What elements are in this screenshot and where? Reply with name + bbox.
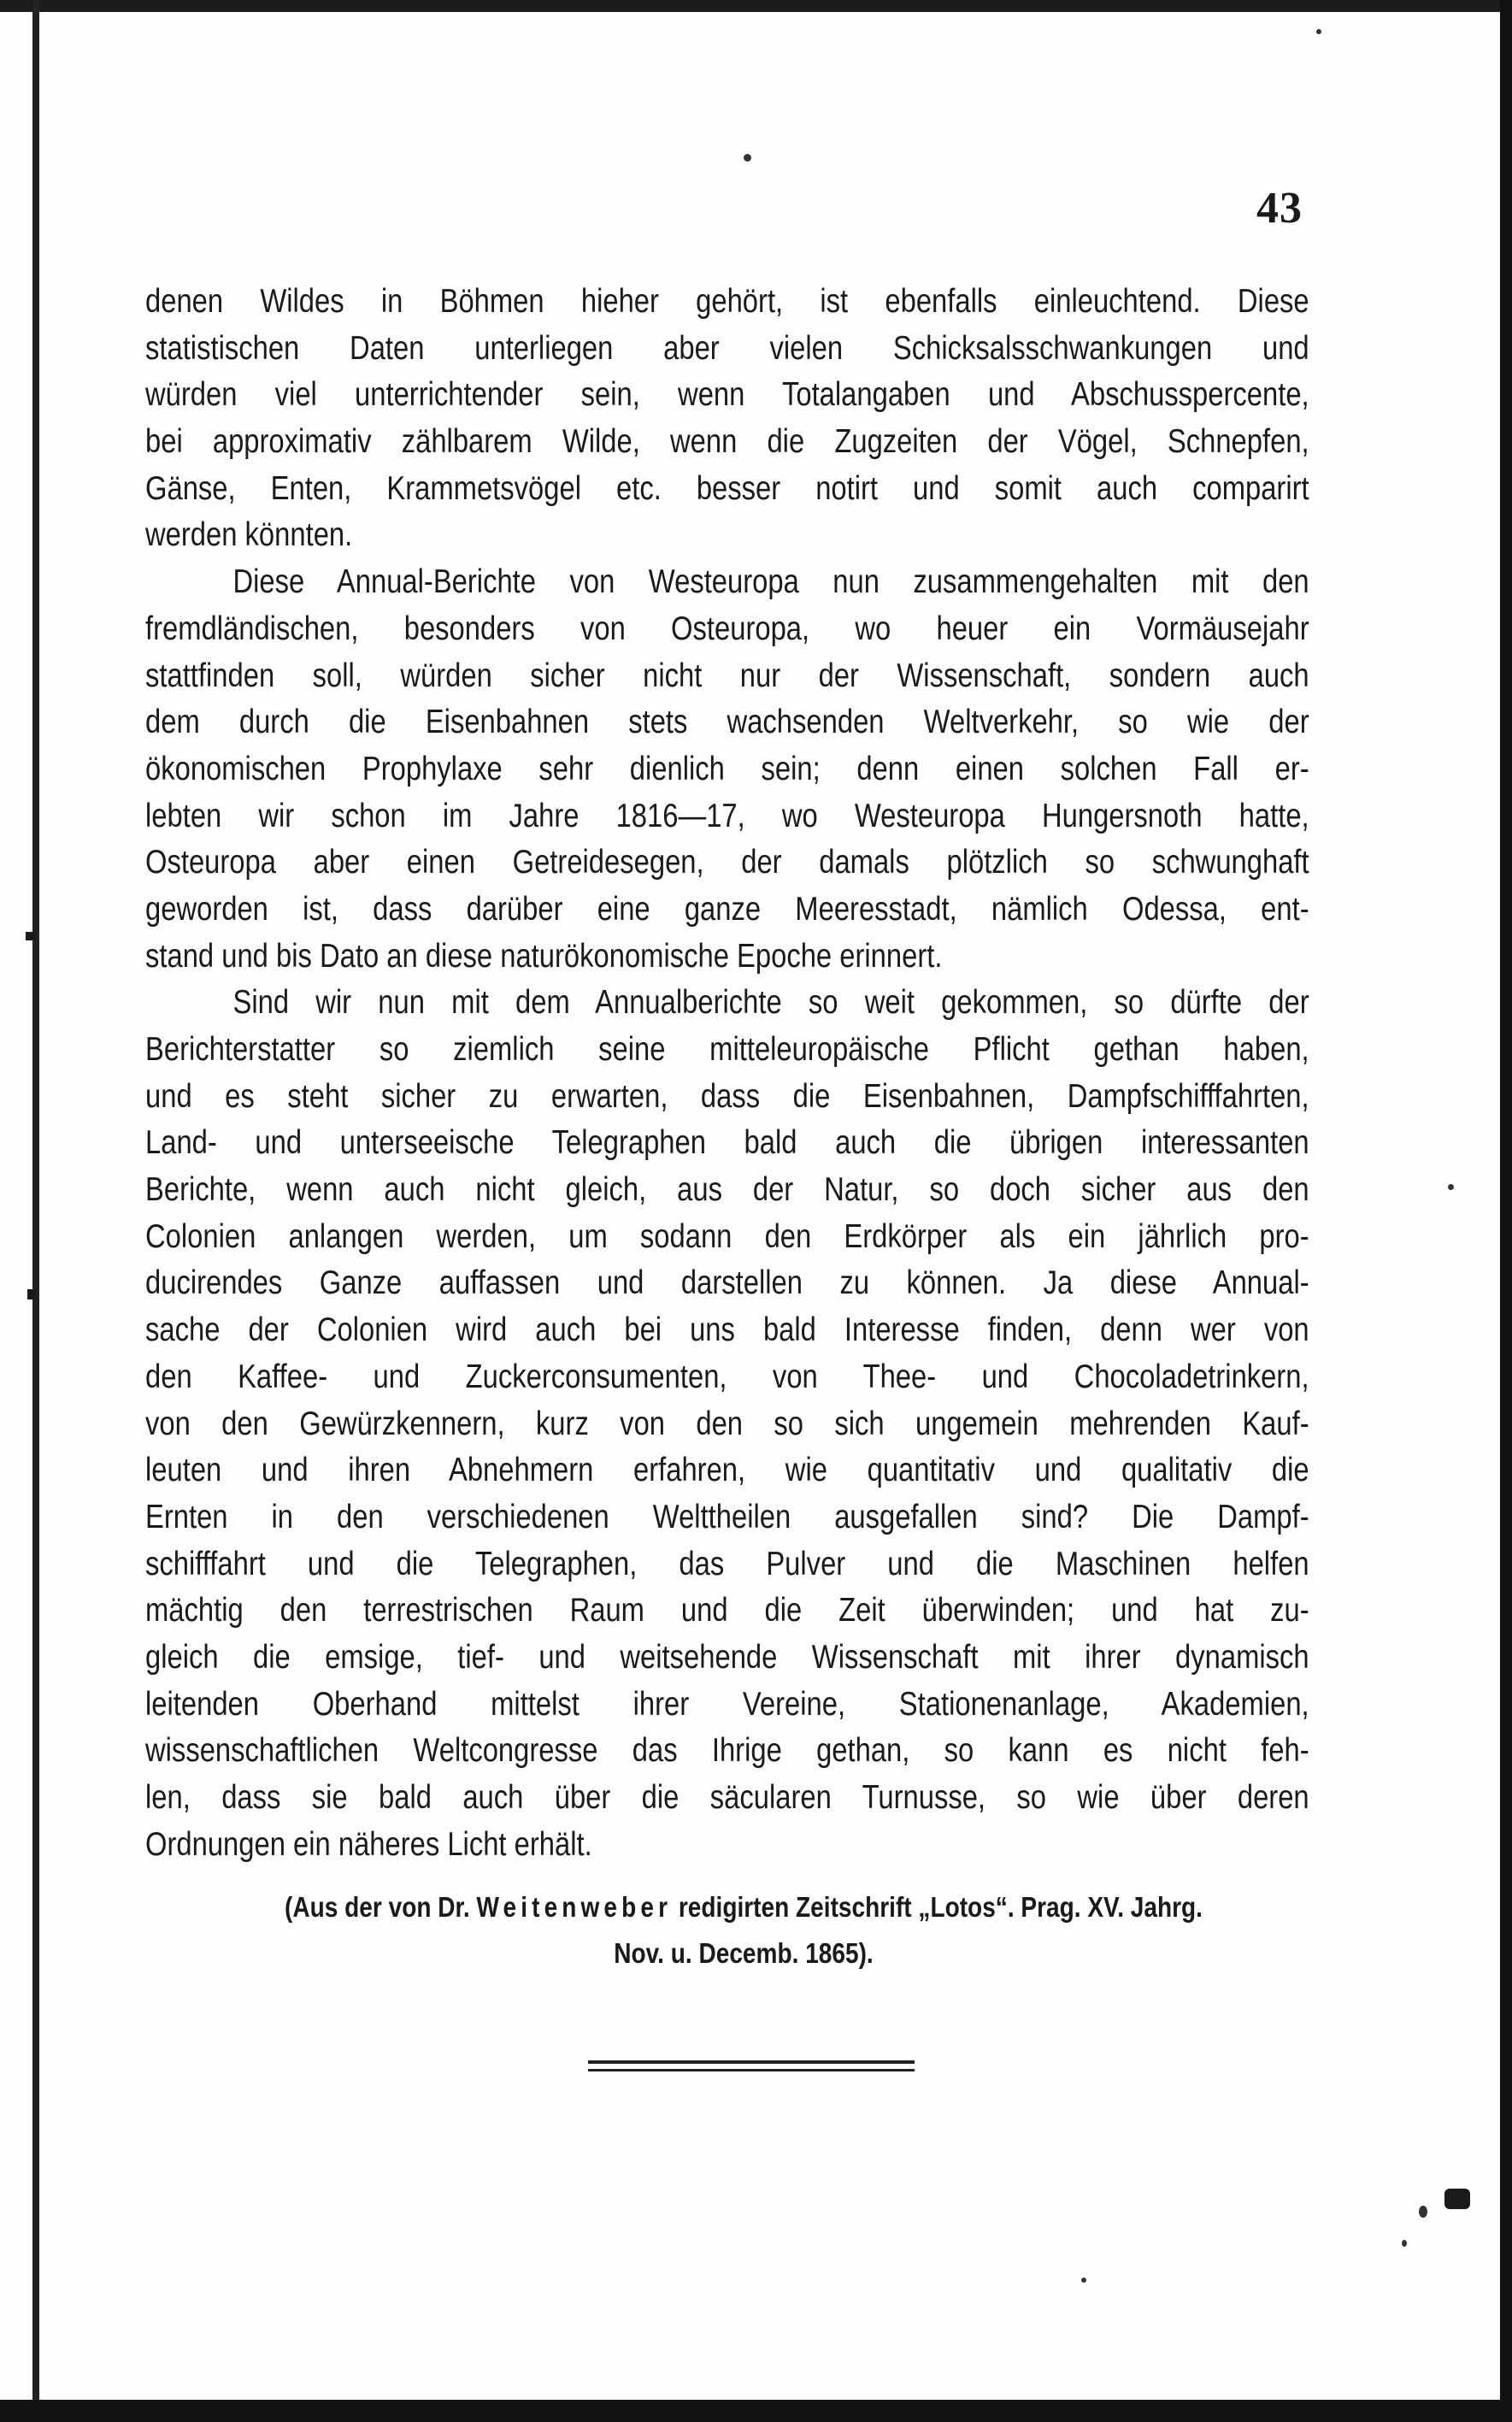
text-line: len, dass sie bald auch über die säcularen Turnusse, so wie über deren	[145, 1779, 1309, 1816]
text-line: Berichterstatter so ziemlich seine mitteleuropäische Pflicht gethan haben,	[145, 1031, 1309, 1068]
scan-speck	[1419, 2206, 1427, 2218]
text-line: Ordnungen ein näheres Licht erhält.	[145, 1825, 592, 1863]
text-line: Berichte, wenn auch nicht gleich, aus der Natur, so doch sicher aus den	[145, 1171, 1309, 1209]
text-line: ökonomischen Prophylaxe sehr dienlich sein; denn einen solchen Fall er-	[145, 750, 1309, 787]
body-text	[145, 279, 1309, 1868]
source-prefix: (Aus der von Dr.	[285, 1891, 470, 1923]
text-line: lebten wir schon im Jahre 1816—17, wo Westeuropa Hungersnoth hatte,	[145, 797, 1309, 834]
scan-speck	[1402, 2240, 1407, 2247]
text-line: fremdländischen, besonders von Osteuropa, wo heuer ein Vormäusejahr	[145, 610, 1309, 647]
page-number: 43	[1256, 184, 1303, 233]
text-line: bei approximativ zählbarem Wilde, wenn die Zugzeiten der Vögel, Schnepfen,	[145, 423, 1309, 461]
scan-edge-bottom	[0, 2400, 1512, 2422]
margin-mark	[1444, 2189, 1470, 2209]
text-line: den Kaffee- und Zuckerconsumenten, von Thee- und Chocoladetrinkern,	[145, 1358, 1309, 1395]
scan-edge-right	[1500, 0, 1512, 2422]
source-line-2: Nov. u. Decemb. 1865).	[614, 1937, 874, 1969]
scan-edge-top	[0, 0, 1512, 12]
text-line: ducirendes Ganze auffassen und darstellen zu können. Ja diese Annual-	[145, 1264, 1309, 1302]
text-line: mächtig den terrestrischen Raum und die Zeit überwinden; und hat zu-	[145, 1592, 1309, 1629]
margin-mark	[27, 1289, 36, 1299]
end-rule-bottom	[588, 2069, 915, 2071]
text-line: würden viel unterrichtender sein, wenn Totalangaben und Abschusspercente,	[145, 376, 1309, 414]
text-line: leitenden Oberhand mittelst ihrer Vereine, Stationenanlage, Akademien,	[145, 1685, 1309, 1723]
text-line: Gänse, Enten, Krammetsvögel etc. besser notirt und somit auch comparirt	[145, 469, 1309, 507]
scan-speck	[1316, 29, 1321, 34]
text-line: stand und bis Dato an diese naturökonomische Epoche erinnert.	[145, 937, 943, 975]
text-line: leuten und ihren Abnehmern erfahren, wie quantitativ und qualitativ die	[145, 1452, 1309, 1489]
source-line-1	[272, 1884, 1216, 1930]
text-line: geworden ist, dass darüber eine ganze Meeresstadt, nämlich Odessa, ent-	[145, 890, 1309, 928]
text-line: werden könnten.	[145, 516, 353, 554]
text-line: statistischen Daten unterliegen aber vielen Schicksalsschwankungen und	[145, 329, 1309, 367]
source-citation	[272, 1884, 1216, 1977]
scan-speck	[1448, 1184, 1454, 1190]
text-line: von den Gewürzkennern, kurz von den so sich ungemein mehrenden Kauf-	[145, 1405, 1309, 1442]
text-line: Diese Annual-Berichte von Westeuropa nun zusammengehalten mit den	[232, 563, 1309, 601]
text-line: Sind wir nun mit dem Annualberichte so weit gekommen, so dürfte der	[232, 984, 1309, 1022]
text-line: wissenschaftlichen Weltcongresse das Ihrige gethan, so kann es nicht feh-	[145, 1732, 1309, 1770]
scan-edge-left	[32, 0, 39, 2422]
source-editor: Weitenweber	[476, 1891, 673, 1923]
text-line: Colonien anlangen werden, um sodann den Erdkörper als ein jährlich pro-	[145, 1217, 1309, 1255]
text-line: Land- und unterseeische Telegraphen bald auch die übrigen interessanten	[145, 1124, 1309, 1162]
text-line: sache der Colonien wird auch bei uns bald Interesse finden, denn wer von	[145, 1311, 1309, 1349]
text-line: stattfinden soll, würden sicher nicht nur der Wissenschaft, sondern auch	[145, 657, 1309, 694]
scan-speck	[744, 154, 751, 162]
margin-mark	[26, 932, 36, 940]
text-line: dem durch die Eisenbahnen stets wachsenden Weltverkehr, so wie der	[145, 704, 1309, 741]
scan-speck	[1081, 2278, 1086, 2283]
body-text-inner	[145, 279, 1309, 1868]
text-line: denen Wildes in Böhmen hieher gehört, ist ebenfalls einleuchtend. Diese	[145, 283, 1309, 320]
text-line: und es steht sicher zu erwarten, dass die Eisenbahnen, Dampfschifffahrten,	[145, 1077, 1309, 1115]
source-line1-rest: redigirten Zeitschrift „Lotos“. Prag. XV. Jahrg.	[678, 1891, 1203, 1923]
text-line: Osteuropa aber einen Getreidesegen, der damals plötzlich so schwunghaft	[145, 844, 1309, 881]
text-line: schifffahrt und die Telegraphen, das Pulver und die Maschinen helfen	[145, 1545, 1309, 1582]
text-line: Ernten in den verschiedenen Welttheilen ausgefallen sind? Die Dampf-	[145, 1498, 1309, 1535]
end-rule-top	[588, 2060, 915, 2064]
text-line: gleich die emsige, tief- und weitsehende Wissenschaft mit ihrer dynamisch	[145, 1638, 1309, 1676]
